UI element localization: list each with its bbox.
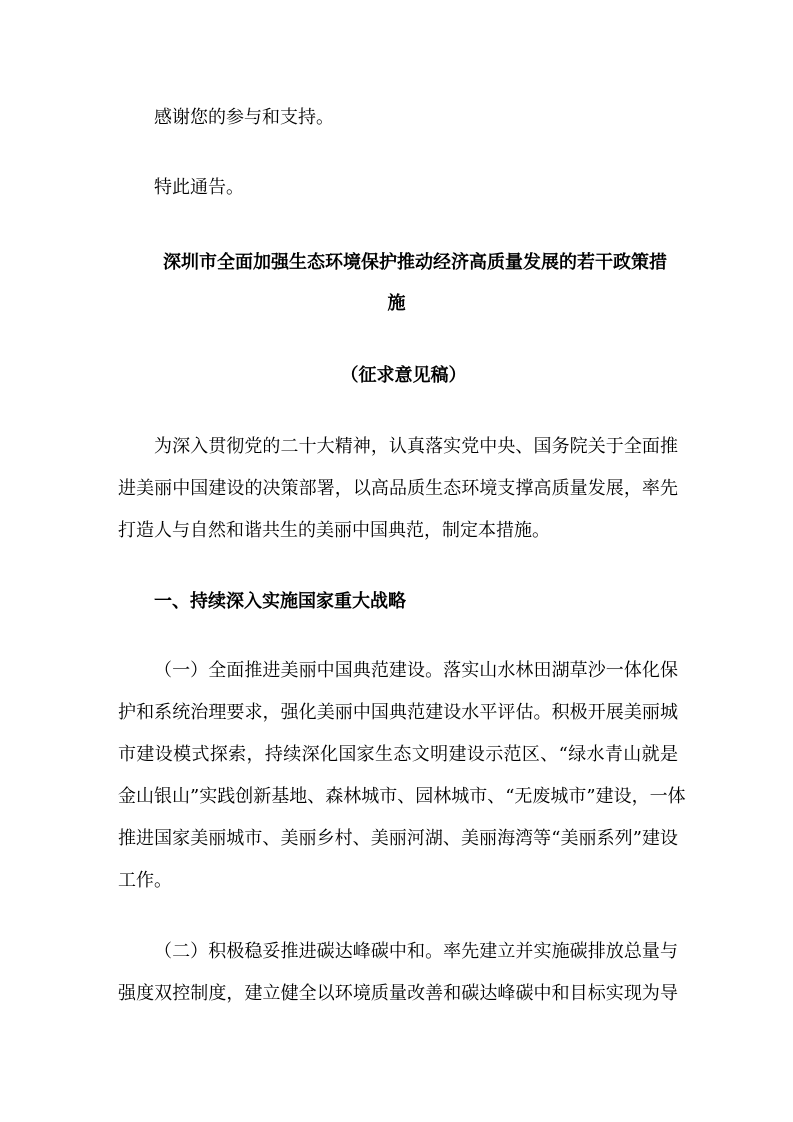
preamble-line: 进美丽中国建设的决策部署，以高品质生态环境支撑高质量发展，率先 xyxy=(118,478,678,499)
item-1-line: 市建设模式探索，持续深化国家生态文明建设示范区、“绿水青山就是 xyxy=(118,744,678,765)
item-1-line: 金山银山”实践创新基地、森林城市、园林城市、“无废城市”建设，一体 xyxy=(118,786,686,807)
closing-notice: 特此通告。 xyxy=(154,177,244,198)
section-heading: 一、持续深入实施国家重大战略 xyxy=(154,591,406,612)
closing-thanks: 感谢您的参与和支持。 xyxy=(154,107,334,128)
item-1-line: 推进国家美丽城市、美丽乡村、美丽河湖、美丽海湾等“美丽系列”建设 xyxy=(118,828,678,849)
document-subtitle: （征求意见稿） xyxy=(340,365,467,386)
item-1-line: （一）全面推进美丽中国典范建设。落实山水林田湖草沙一体化保 xyxy=(154,660,678,681)
item-2-line: 强度双控制度，建立健全以环境质量改善和碳达峰碳中和目标实现为导 xyxy=(118,983,678,1004)
item-2-line: （二）积极稳妥推进碳达峰碳中和。率先建立并实施碳排放总量与 xyxy=(154,941,678,962)
document-title-line-1: 深圳市全面加强生态环境保护推动经济高质量发展的若干政策措 xyxy=(163,252,667,273)
preamble-line: 打造人与自然和谐共生的美丽中国典范，制定本措施。 xyxy=(118,520,550,541)
item-1-line: 工作。 xyxy=(118,870,172,891)
item-1-line: 护和系统治理要求，强化美丽中国典范建设水平评估。积极开展美丽城 xyxy=(118,702,678,723)
preamble-line: 为深入贯彻党的二十大精神，认真落实党中央、国务院关于全面推 xyxy=(154,436,678,457)
document-title-line-2: 施 xyxy=(387,293,406,314)
